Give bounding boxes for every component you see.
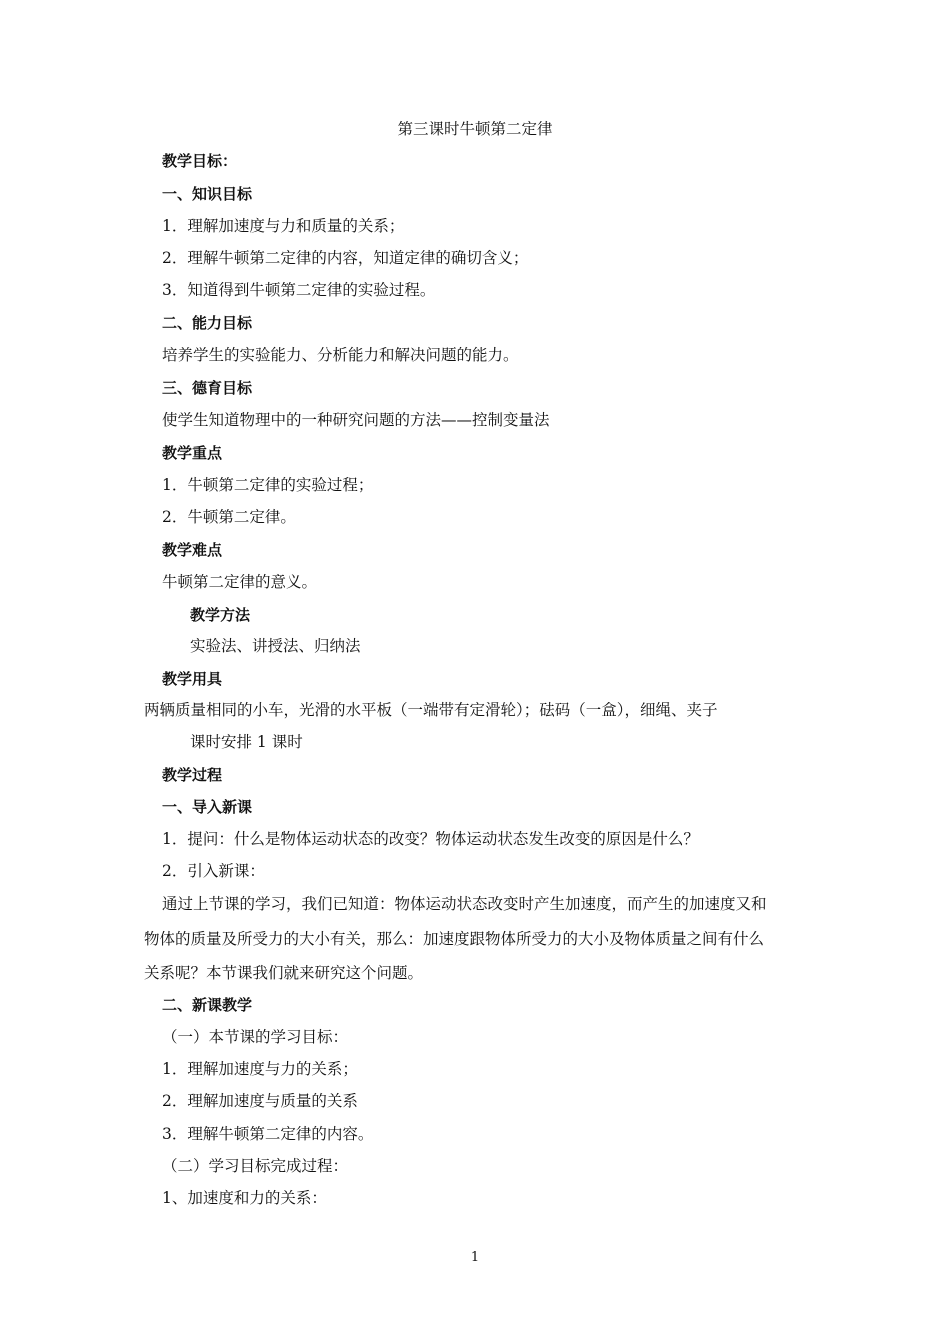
goal-process-heading: （二）学习目标完成过程：	[162, 1157, 349, 1175]
moral-goals-heading: 三、德育目标	[162, 379, 253, 397]
knowledge-goal-item: 2．理解牛顿第二定律的内容，知道定律的确切含义；	[162, 249, 529, 267]
key-point-item: 2．牛顿第二定律。	[162, 508, 296, 526]
learning-goal-item: 3．理解牛顿第二定律的内容。	[162, 1125, 374, 1143]
page-title: 第三课时牛顿第二定律	[397, 120, 553, 138]
intro-paragraph-line: 关系呢？本节课我们就来研究这个问题。	[144, 964, 424, 982]
moral-goals-text: 使学生知道物理中的一种研究问题的方法——控制变量法	[162, 411, 550, 429]
schedule-text: 课时安排 1 课时	[190, 733, 303, 751]
ability-goals-text: 培养学生的实验能力、分析能力和解决问题的能力。	[162, 346, 519, 364]
process-heading: 教学过程	[162, 766, 223, 784]
teaching-goals-heading: 教学目标：	[162, 152, 238, 170]
tools-text: 两辆质量相同的小车，光滑的水平板（一端带有定滑轮）；砝码（一盒），细绳、夹子	[144, 701, 718, 719]
first-step-text: 1、加速度和力的关系：	[162, 1189, 327, 1207]
learning-goals-heading: （一）本节课的学习目标：	[162, 1028, 349, 1046]
key-point-item: 1．牛顿第二定律的实验过程；	[162, 476, 374, 494]
difficulties-text: 牛顿第二定律的意义。	[162, 573, 318, 591]
tools-heading: 教学用具	[162, 670, 223, 688]
intro-heading: 一、导入新课	[162, 798, 253, 816]
methods-heading: 教学方法	[190, 606, 251, 624]
methods-text: 实验法、讲授法、归纳法	[190, 637, 361, 655]
ability-goals-heading: 二、能力目标	[162, 314, 253, 332]
new-lesson-heading: 二、新课教学	[162, 996, 253, 1014]
difficulties-heading: 教学难点	[162, 541, 223, 559]
intro-paragraph-line: 物体的质量及所受力的大小有关，那么：加速度跟物体所受力的大小及物体质量之间有什么	[144, 930, 765, 948]
intro-item: 2．引入新课：	[162, 862, 265, 880]
knowledge-goal-item: 3．知道得到牛顿第二定律的实验过程。	[162, 281, 436, 299]
knowledge-goal-item: 1．理解加速度与力和质量的关系；	[162, 217, 405, 235]
learning-goal-item: 2．理解加速度与质量的关系	[162, 1092, 358, 1110]
intro-item: 1．提问：什么是物体运动状态的改变？物体运动状态发生改变的原因是什么？	[162, 830, 699, 848]
learning-goal-item: 1．理解加速度与力的关系；	[162, 1060, 358, 1078]
knowledge-goals-heading: 一、知识目标	[162, 185, 253, 203]
page-number: 1	[470, 1250, 480, 1265]
key-points-heading: 教学重点	[162, 444, 223, 462]
intro-paragraph-line: 通过上节课的学习，我们已知道：物体运动状态改变时产生加速度，而产生的加速度又和	[162, 895, 767, 913]
